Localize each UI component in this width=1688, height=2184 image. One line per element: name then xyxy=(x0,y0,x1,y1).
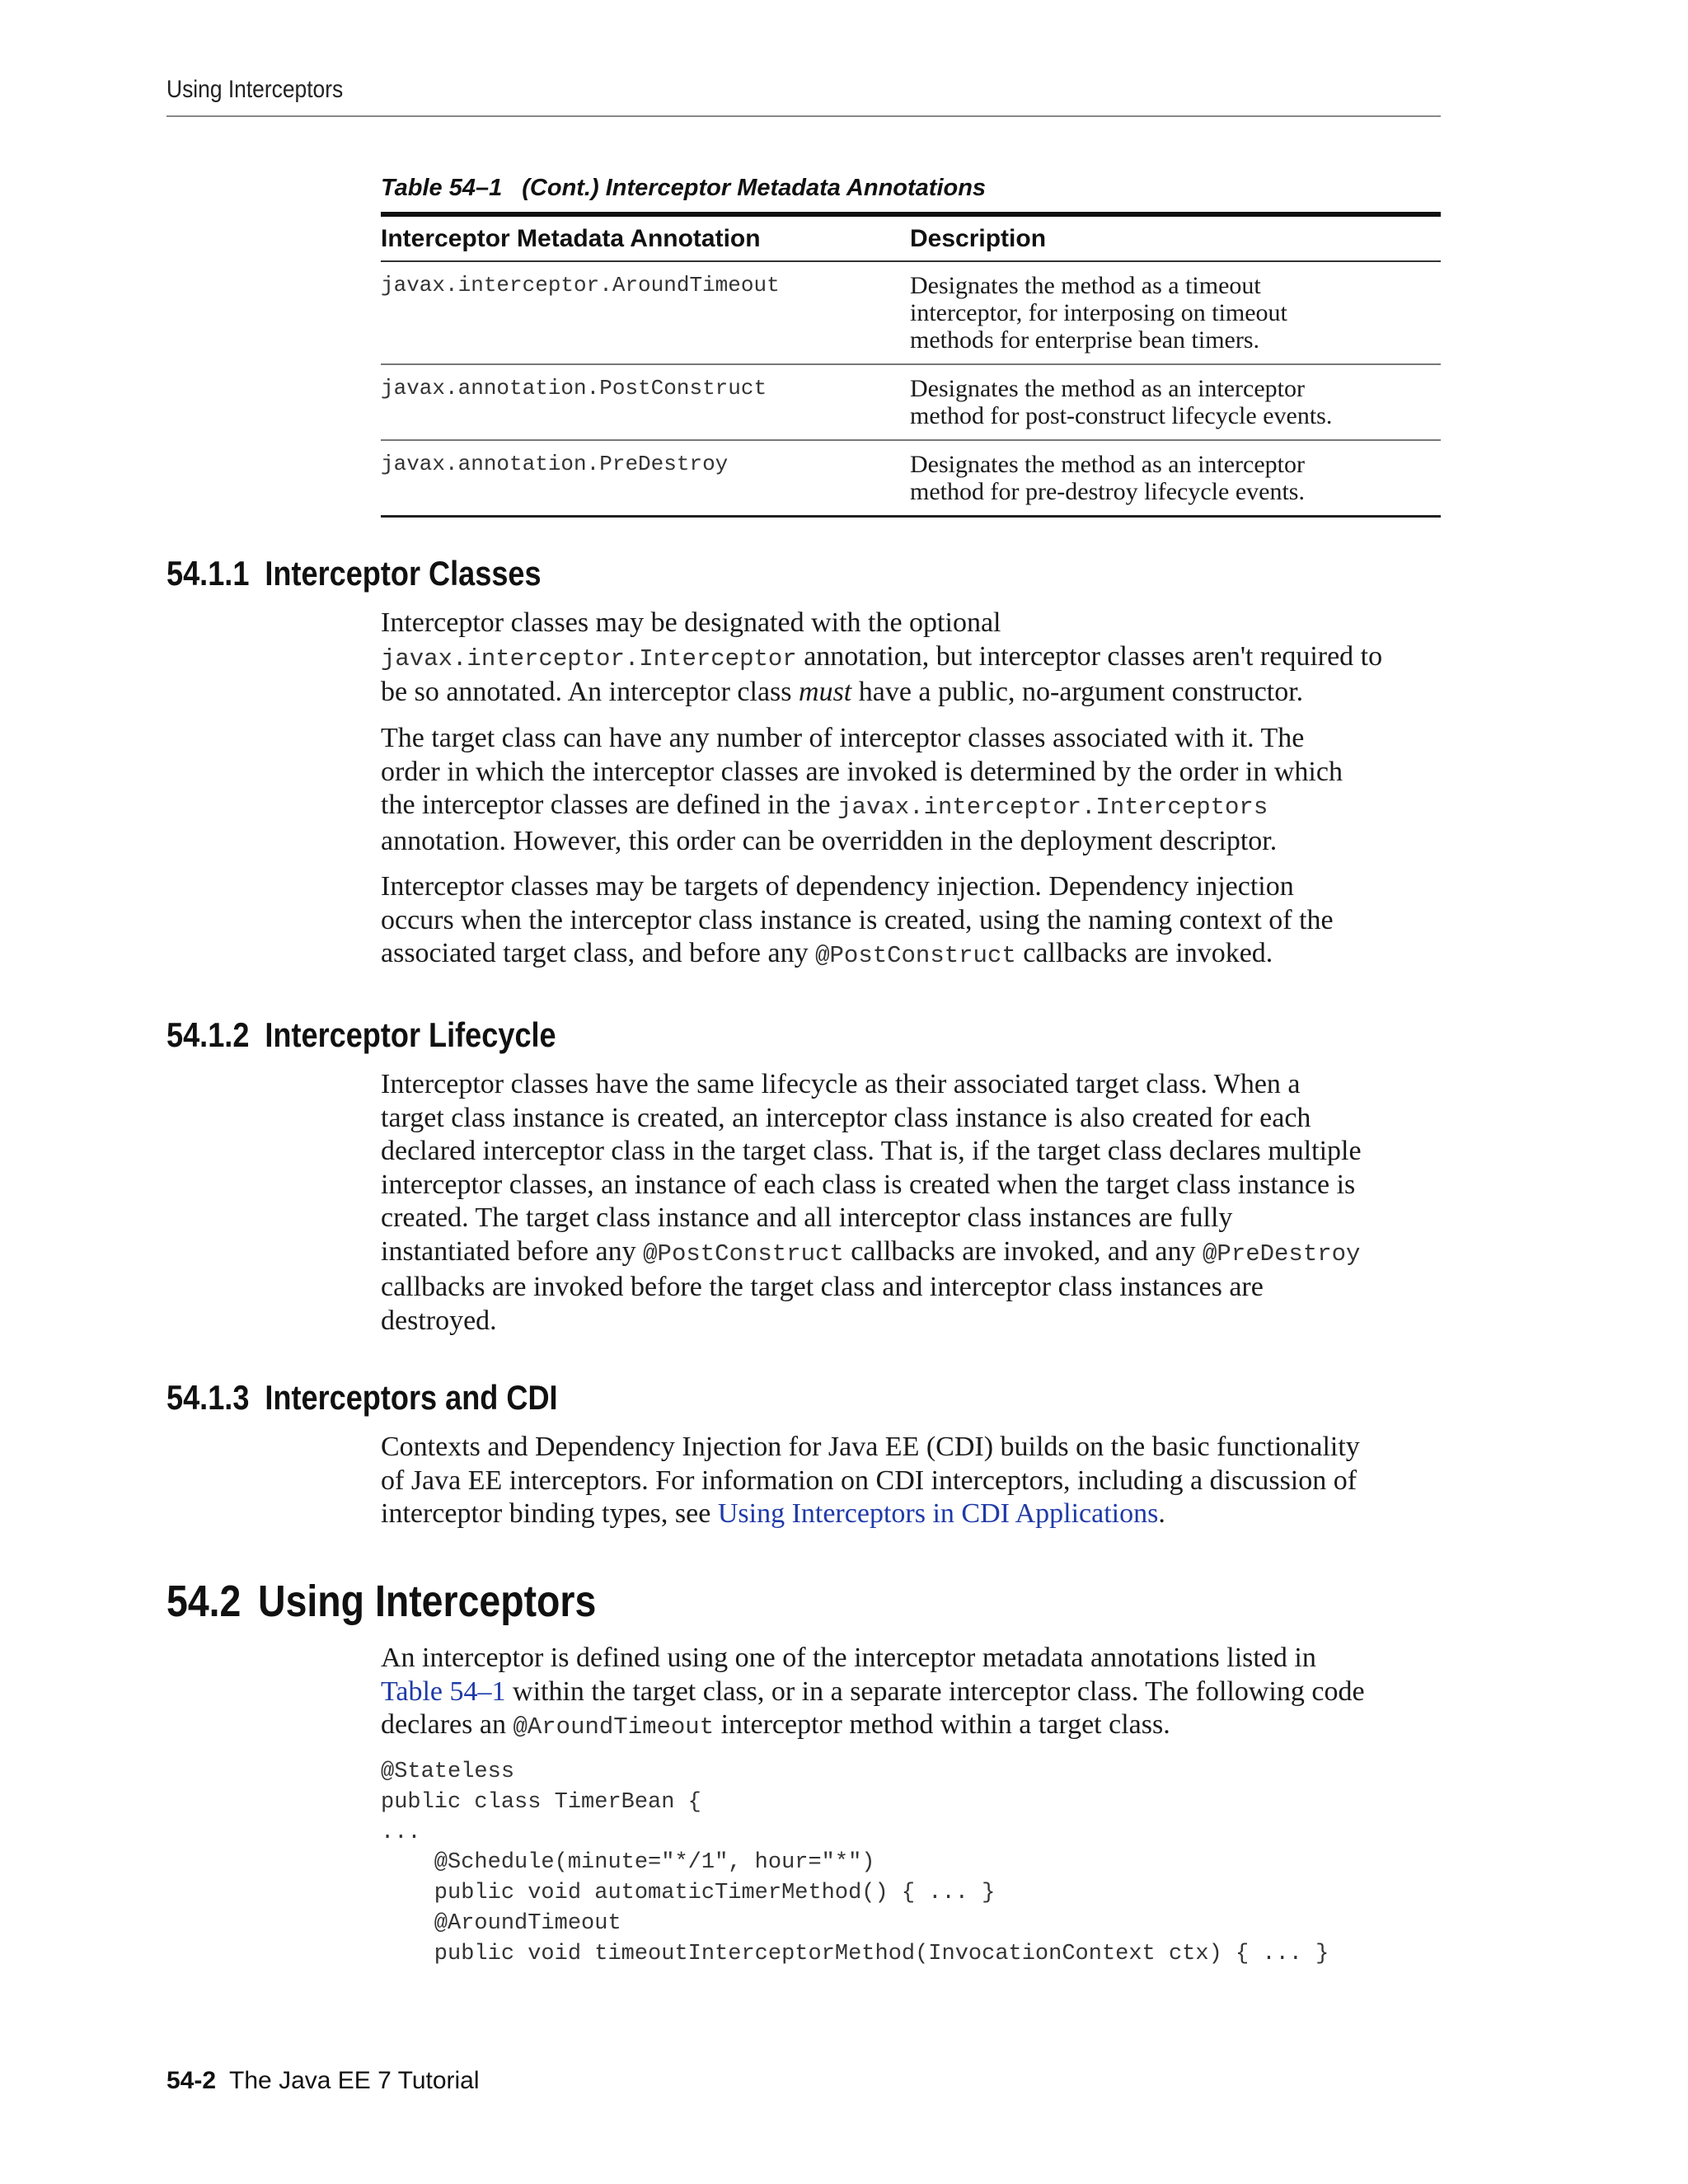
description-line: Designates the method as a timeout xyxy=(910,272,1261,299)
text-line: occurs when the interceptor class instance is created, using the naming context of the xyxy=(381,904,1334,935)
text-line: Interceptor classes may be targets of dependency injection. Dependency injection xyxy=(381,871,1294,902)
table-caption-text: (Cont.) Interceptor Metadata Annotations xyxy=(522,175,987,201)
description-line: Designates the method as an interceptor xyxy=(910,375,1306,402)
code-line: public void automaticTimerMethod() { ... } xyxy=(381,1881,996,1906)
text-span: have a public, no-argument constructor. xyxy=(851,677,1304,707)
table-row xyxy=(381,440,1441,517)
description-line: interceptor, for interposing on timeout xyxy=(910,299,1287,326)
book-title: The Java EE 7 Tutorial xyxy=(229,2067,480,2094)
text-line: interceptor classes, an instance of each class is created when the target class instance is xyxy=(381,1169,1356,1200)
description-cell xyxy=(910,364,1441,440)
text-line: Contexts and Dependency Injection for Java EE (CDI) builds on the basic functionality xyxy=(381,1432,1360,1462)
text-line: Interceptor classes have the same lifecycle as their associated target class. When a xyxy=(381,1069,1301,1099)
text-line: destroyed. xyxy=(381,1305,497,1336)
paragraph xyxy=(381,1431,1452,1531)
text-span: declares an xyxy=(381,1709,513,1740)
emphasis: must xyxy=(799,677,852,707)
section-heading-interceptor-lifecycle xyxy=(166,1015,556,1055)
page-number: 54-2 xyxy=(166,2067,217,2094)
annotation-cell: javax.annotation.PreDestroy xyxy=(381,440,910,517)
code-line: public void timeoutInterceptorMethod(InvocationContext ctx) { ... } xyxy=(381,1941,1329,1966)
inline-code: @AroundTimeout xyxy=(513,1713,715,1741)
inline-code: javax.interceptor.Interceptors xyxy=(837,794,1268,821)
text-line xyxy=(381,1675,1452,1709)
text-line xyxy=(381,1235,1452,1272)
text-line: of Java EE interceptors. For information on CDI interceptors, including a discussion of xyxy=(381,1465,1357,1496)
text-line xyxy=(381,676,1452,710)
text-span: instantiated before any xyxy=(381,1235,644,1267)
text-line: declared interceptor class in the target class. That is, if the target class declares multiple xyxy=(381,1136,1362,1166)
description-line: method for pre-destroy lifecycle events. xyxy=(910,478,1305,505)
code-example xyxy=(381,1757,1329,1970)
text-line xyxy=(381,1497,1452,1531)
text-line: An interceptor is defined using one of the interceptor metadata annotations listed in xyxy=(381,1643,1316,1673)
text-span: callbacks are invoked. xyxy=(1015,938,1273,968)
section-title: Using Interceptors xyxy=(258,1577,597,1626)
text-line: callbacks are invoked before the target class and interceptor class instances are xyxy=(381,1272,1264,1302)
paragraph xyxy=(381,870,1452,973)
section-number: 54.1.2 xyxy=(166,1015,250,1054)
page-footer xyxy=(166,2067,480,2095)
description-line: methods for enterprise bean timers. xyxy=(910,326,1260,354)
text-span: callbacks are invoked, and any xyxy=(843,1235,1203,1267)
column-header-description: Description xyxy=(910,214,1441,261)
text-span: . xyxy=(1158,1498,1165,1529)
paragraph xyxy=(381,722,1452,858)
paragraph xyxy=(381,1068,1452,1338)
section-heading-interceptors-and-cdi xyxy=(166,1378,558,1418)
text-span: associated target class, and before any xyxy=(381,938,816,968)
description-line: Designates the method as an interceptor xyxy=(910,451,1306,478)
text-line: Interceptor classes may be designated with the optional xyxy=(381,607,1001,638)
description-cell xyxy=(910,440,1441,517)
column-header-annotation: Interceptor Metadata Annotation xyxy=(381,214,910,261)
section-heading-using-interceptors xyxy=(166,1576,596,1627)
code-line: public class TimerBean { xyxy=(381,1789,701,1815)
text-span: be so annotated. An interceptor class xyxy=(381,677,799,707)
header-rule xyxy=(166,115,1441,117)
paragraph xyxy=(381,607,1452,710)
text-span: the interceptor classes are defined in the xyxy=(381,790,838,820)
text-line: created. The target class instance and all interceptor class instances are fully xyxy=(381,1202,1233,1233)
text-span: interceptor binding types, see xyxy=(381,1498,718,1529)
text-line xyxy=(381,1708,1452,1745)
inline-code: @PostConstruct xyxy=(643,1240,844,1268)
text-line: annotation. However, this order can be overridden in the deployment descriptor. xyxy=(381,825,1278,856)
annotations-table xyxy=(381,212,1441,518)
running-header: Using Interceptors xyxy=(166,76,344,103)
section-title: Interceptor Classes xyxy=(265,554,542,593)
section-number: 54.1.1 xyxy=(166,554,250,593)
text-span: interceptor method within a target class. xyxy=(714,1709,1170,1740)
text-line: target class instance is created, an interceptor class instance is also created for each xyxy=(381,1102,1311,1133)
annotation-cell: javax.annotation.PostConstruct xyxy=(381,364,910,440)
section-number: 54.2 xyxy=(166,1577,241,1626)
section-title: Interceptor Lifecycle xyxy=(265,1015,556,1054)
table-caption-label: Table 54–1 xyxy=(381,175,503,201)
code-line: @AroundTimeout xyxy=(381,1910,621,1936)
annotation-cell: javax.interceptor.AroundTimeout xyxy=(381,261,910,364)
text-line: order in which the interceptor classes are invoked is determined by the order in which xyxy=(381,756,1343,787)
text-line xyxy=(381,640,1452,677)
table-row xyxy=(381,364,1441,440)
code-line: @Schedule(minute="*/1", hour="*") xyxy=(381,1850,875,1876)
section-heading-interceptor-classes xyxy=(166,554,542,593)
inline-code: javax.interceptor.Interceptor xyxy=(381,644,797,673)
section-title: Interceptors and CDI xyxy=(265,1378,558,1417)
inline-code: @PreDestroy xyxy=(1203,1240,1361,1268)
paragraph xyxy=(381,1642,1452,1745)
text-line xyxy=(381,789,1452,825)
section-number: 54.1.3 xyxy=(166,1378,250,1417)
code-line: ... xyxy=(381,1820,421,1845)
text-span: within the target class, or in a separate interceptor class. The following code xyxy=(505,1675,1365,1707)
cdi-interceptors-link[interactable]: Using Interceptors in CDI Applications xyxy=(717,1498,1159,1529)
table-row xyxy=(381,261,1441,364)
text-line: The target class can have any number of interceptor classes associated with it. The xyxy=(381,723,1305,753)
inline-code: @PostConstruct xyxy=(815,942,1016,969)
description-line: method for post-construct lifecycle events. xyxy=(910,402,1333,429)
table-header-row xyxy=(381,214,1441,261)
table-caption xyxy=(381,175,986,202)
description-cell xyxy=(910,261,1441,364)
text-span: annotation, but interceptor classes aren't required to xyxy=(796,640,1383,672)
table-54-1-link[interactable]: Table 54–1 xyxy=(381,1675,506,1707)
text-line xyxy=(381,937,1452,973)
code-line: @Stateless xyxy=(381,1760,515,1784)
